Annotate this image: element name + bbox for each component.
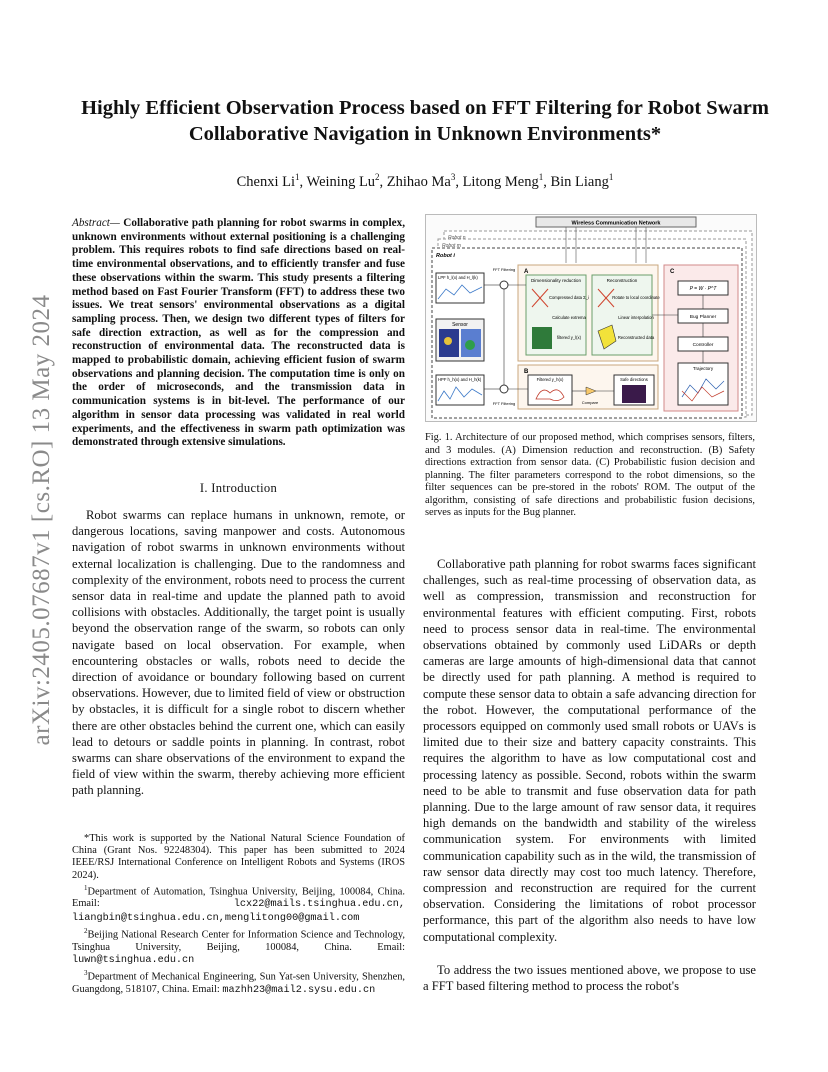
abstract-text: Collaborative path planning for robot swarms in complex, unknown environments without external positioning is a challenging problem. This requires robots to find safe directions based on real-time environmental observations, and to efficiently transfer and fuse these observations within the swarm. This study presents a filtering method based on Fast Fourier Transform (FFT) to address these two issues. We treat sensors' environmental observations as a digital sampling process. Then, we design two different types of filters for safe direction extraction, as well as for the compression and reconstruction of environmental data. The reconstructed data is mapped to probabilistic domain, achieving efficient fusion of swarm observations and planning decision. The computation time is only on the order of microseconds, and the transmission data in communication systems is in bit-level. The performance of our algorithm in sensor data processing was validated in real world experiments, and the effectiveness in swarm path optimization was demonstrated through extensive simulations. bbox=[72, 217, 405, 449]
intro-paragraph: Robot swarms can replace humans in unknown, remote, or dangerous locations, saving manpower and costs. Autonomous navigation of robot swarms in unknown environments without external localization is challenging. Due to the randomness and complexity of the environment, robots need to process the current sensor data in real-time and update the planned path to avoid collisions with obstacles. Additionally, the target point is usually beyond the observation range of the swarm, so robots can only navigate based on local observation. For example, when encountering obstacles or walls, robots need to decide the direction of avoidance or boundary following based on current observations. However, due to limited field of view or obstruction by obstacles, it is difficult for a single robot to discern whether there are other obstacles behind the current one, which can easily lead to detours or saddle points in planning. In contrast, robot swarms can share observations of the environment to expand the field of view within the swarm, thereby achieving more efficient path planning. bbox=[72, 508, 405, 798]
abstract-lead: Abstract— bbox=[72, 217, 120, 229]
svg-text:LPF h_l(x) and H_l(k): LPF h_l(x) and H_l(k) bbox=[438, 275, 478, 280]
author: Weining Lu bbox=[306, 173, 376, 190]
affiliation-footnote: $^3$Department of Mechanical Engineering, Sun Yat-sen University, Shenzhen, Guangdong, 518107, China. Email: mazhh23@mail2.sysu.edu.cn bbox=[72, 968, 405, 996]
svg-text:Controller: Controller bbox=[692, 343, 714, 348]
svg-text:Compare: Compare bbox=[581, 400, 599, 405]
svg-text:P = W · P^T: P = W · P^T bbox=[689, 286, 717, 292]
svg-text:C: C bbox=[670, 269, 675, 275]
body-paragraph: To address the two issues mentioned above, we propose to use a FFT based filtering method to process the robot's bbox=[423, 963, 756, 994]
figure-caption: Fig. 1. Architecture of our proposed method, which comprises sensors, filters, and 3 modules. (A) Dimension reduction and reconstruction. (B) Safety directions extraction from sensor data. (C) Probabilistic fusion decision and planning. The filter parameters correspond to the robot dimensions, so the filter sequences can be pre-stored in the robots' ROM. The output of the algorithm, consisting of safe directions and probabilistic fusion decisions, serves as inputs for the Bug planner. bbox=[425, 432, 755, 518]
svg-text:Robot m: Robot m bbox=[442, 243, 461, 249]
svg-text:Compressed data Σ_i: Compressed data Σ_i bbox=[548, 295, 590, 300]
svg-text:HPF h_h(x) and H_h(k): HPF h_h(x) and H_h(k) bbox=[438, 377, 482, 382]
author: Litong Meng bbox=[462, 173, 539, 190]
svg-text:Bug Planner: Bug Planner bbox=[689, 315, 717, 320]
body-paragraph: Collaborative path planning for robot swarms faces significant challenges, such as real-time processing of observation data, as well as compression, transmission and reconstruction for environmental features with efficient computing. First, robots need to process sensor data in real-time. The environmental observations obtained by commonly used LiDARs or depth cameras are large amounts of high-dimensional data that cannot be directly used for path planning. A method is required to compute these sensor data to obtain a safe advancing direction for the robot. However, the computational performance of the processors equipped on commonly used small robots or UAVs is limited due to their size and battery capacity constraints. This requires the algorithm to have as low computational cost and processing latency as possible. Second, robots within the swarm need to be able to transmit and fuse observation data for path planning. Due to the large amount of raw sensor data, it requires high demands on the bandwidth and stability of the wireless communication system. For environments with limited communication capability such as in the wild, the transmission of raw sensor data directly may cost too much latency. Therefore, compression and reconstruction are required for the current observation. Considering the limitations of robot processor performance, this part of the algorithm also needs to have low computational complexity. bbox=[423, 557, 756, 944]
author: Zhihao Ma bbox=[386, 173, 451, 190]
architecture-figure bbox=[425, 214, 757, 422]
svg-text:Reconstruction: Reconstruction bbox=[606, 278, 638, 283]
svg-text:Safe directions: Safe directions bbox=[620, 377, 648, 382]
abstract bbox=[72, 217, 405, 450]
svg-text:Robot n: Robot n bbox=[448, 235, 466, 241]
svg-text:B: B bbox=[524, 369, 529, 375]
svg-text:FFT Filtering: FFT Filtering bbox=[492, 267, 516, 272]
svg-text:Calculate extrema: Calculate extrema bbox=[552, 315, 586, 320]
footnotes bbox=[72, 833, 405, 997]
funding-footnote: *This work is supported by the National Natural Science Foundation of China (Grant Nos. 92248304). This paper has been submitted to 2024 IEEE/RSJ International Conference on Intelligent Robots and Systems (IROS 2024). bbox=[72, 833, 405, 881]
svg-text:Rotate to local coordinate: Rotate to local coordinate bbox=[612, 295, 660, 300]
svg-text:Sensor: Sensor bbox=[452, 322, 468, 328]
svg-text:Wireless Communication Network: Wireless Communication Network bbox=[571, 220, 661, 227]
svg-text:Dimensionality reduction: Dimensionality reduction bbox=[530, 278, 582, 283]
paper-title: Highly Efficient Observation Process based on FFT Filtering for Robot Swarm Collaborative Navigation in Unknown Environments* bbox=[81, 97, 769, 145]
svg-text:Trajectory: Trajectory bbox=[692, 366, 714, 371]
svg-text:FFT Filtering: FFT Filtering bbox=[492, 401, 516, 406]
arxiv-stamp: arXiv:2405.07687v1 [cs.RO] 13 May 2024 bbox=[28, 294, 55, 746]
section-heading: I. Introduction bbox=[199, 481, 278, 495]
svg-text:filtered y_l(x): filtered y_l(x) bbox=[557, 335, 581, 340]
svg-text:Linear interpolation: Linear interpolation bbox=[618, 315, 654, 320]
author: Bin Liang bbox=[550, 173, 609, 190]
svg-text:Robot i: Robot i bbox=[436, 253, 455, 259]
author: Chenxi Li bbox=[236, 173, 296, 190]
affiliation-footnote: $^2$Beijing National Research Center for Information Science and Technology, Tsinghua University, Beijing, 100084, China. Email: luwn@tsinghua.edu.cn bbox=[72, 926, 405, 966]
svg-text:Filtered y_h(x): Filtered y_h(x) bbox=[536, 377, 564, 382]
affiliation-footnote: $^1$Department of Automation, Tsinghua University, Beijing, 100084, China. Email: lcx22@mails.tsinghua.edu.cn, liangbin@tsinghua.edu.cn,menglitong00@gmail.com bbox=[72, 883, 405, 924]
author-list: Chenxi Li$^1$, Weining Lu$^2$, Zhihao Ma$^3$, Litong Meng$^1$, Bin Liang$^1$ bbox=[236, 172, 614, 190]
svg-text:Reconstructed data: Reconstructed data bbox=[617, 335, 655, 340]
svg-text:A: A bbox=[524, 269, 529, 275]
